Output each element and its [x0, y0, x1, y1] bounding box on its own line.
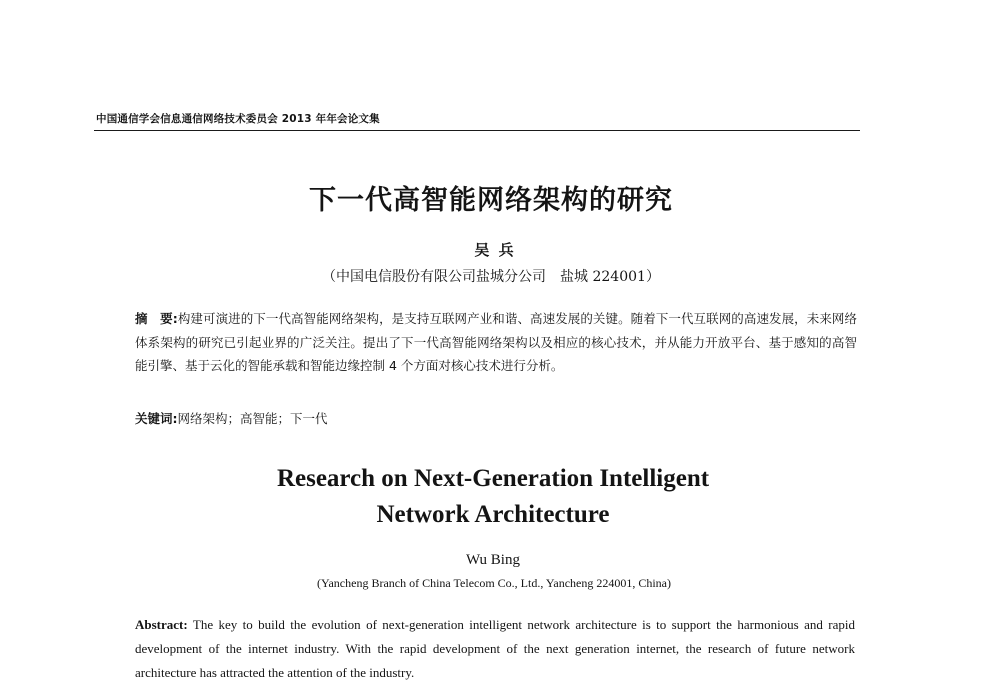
chinese-keywords-text: 网络架构；高智能；下一代: [177, 411, 328, 426]
english-title: [0, 461, 986, 533]
chinese-abstract-label: 摘 要:: [135, 311, 178, 326]
chinese-keywords: [135, 409, 328, 427]
chinese-abstract-text: 构建可演进的下一代高智能网络架构，是支持互联网产业和谐、高速发展的关键。随着下一代互联网的高速发展，未来网络体系架构的研究已引起业界的广泛关注。提出了下一代高智能网络架构以及相应的核心技术，并从能力开放平台、基于感知的高智能引擎、基于云化的智能承载和智能边缘控制 4 个方面对核心技术进行分析。: [135, 311, 858, 373]
header-rule: [94, 130, 860, 131]
english-abstract-label: Abstract:: [135, 617, 188, 632]
chinese-keywords-label: 关键词:: [135, 411, 178, 426]
english-abstract-text: The key to build the evolution of next-generation intelligent network architecture is to support the harmonious and rapid development of the internet industry. With the rapid development of the next generation internet, the research of future network architecture has attracted the attention of the industry.: [135, 617, 856, 680]
running-header: 中国通信学会信息通信网络技术委员会 2013 年年会论文集: [96, 113, 380, 125]
chinese-title: 下一代高智能网络架构的研究: [309, 185, 673, 216]
english-author: Wu Bing: [466, 552, 520, 568]
english-affiliation: (Yancheng Branch of China Telecom Co., Ltd., Yancheng 224001, China): [317, 576, 671, 590]
chinese-author: 吴 兵: [474, 241, 514, 259]
english-title-line-1: Research on Next-Generation Intelligent: [276, 465, 710, 492]
chinese-abstract: [135, 307, 857, 378]
english-abstract: [135, 613, 855, 685]
english-title-line-2: Network Architecture: [376, 501, 610, 528]
chinese-affiliation: （中国电信股份有限公司盐城分公司 盐城 224001）: [322, 269, 660, 285]
